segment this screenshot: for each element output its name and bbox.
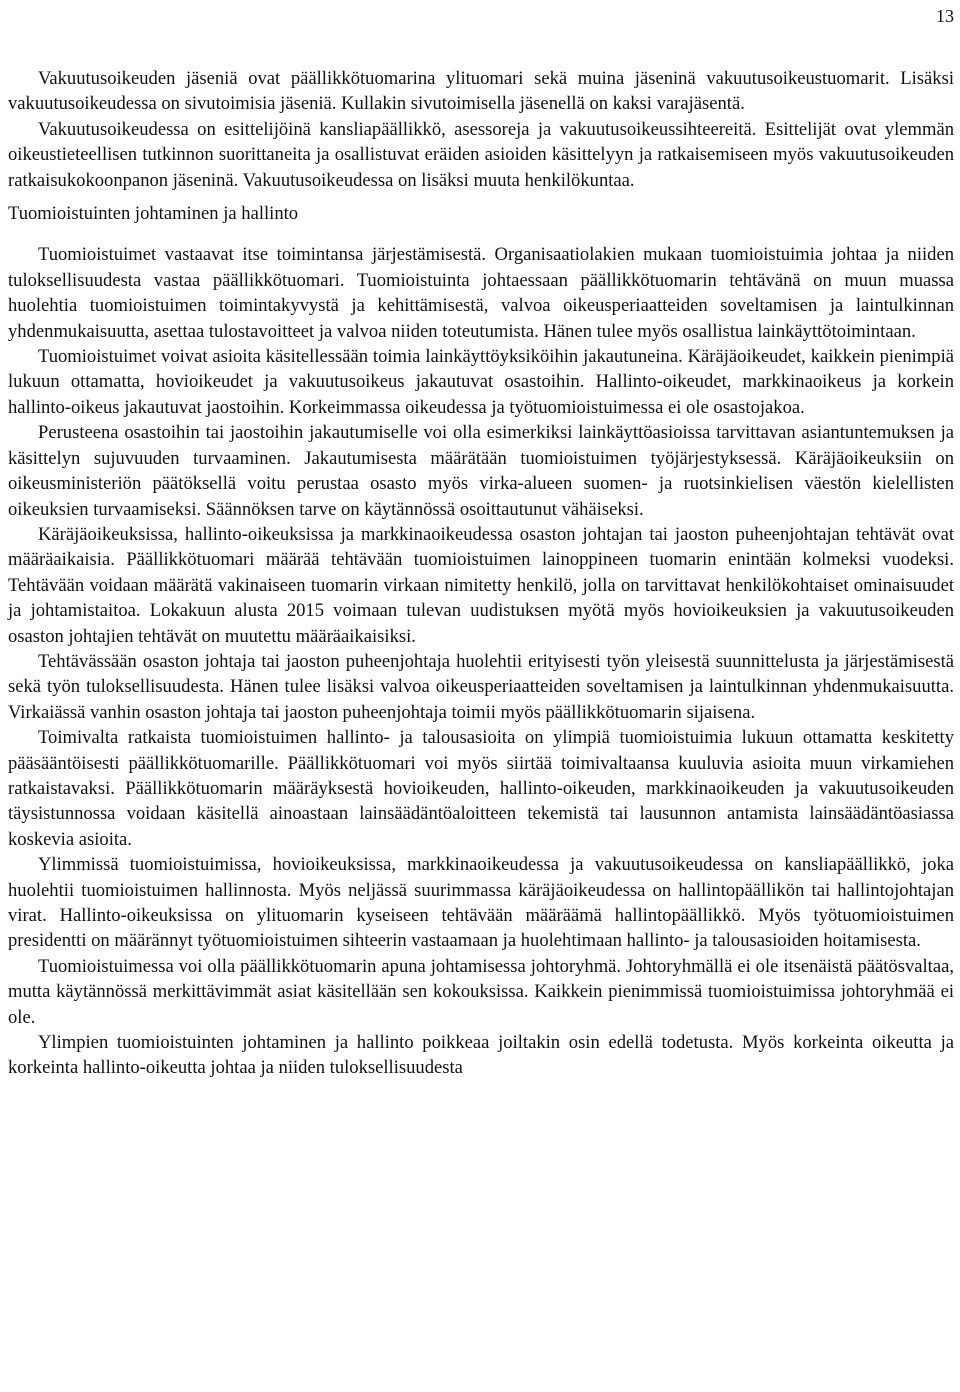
body-paragraph: Ylimmissä tuomioistuimissa, hovioikeuksissa, markkinaoikeudessa ja vakuutusoikeudessa on kansliapäällikkö, joka huolehtii tuomioistuimen hallinnosta. Myös neljässä suurimmassa käräjäoikeudessa on hallintopäällikön tai hallintojohtajan virat. Hallinto-oikeuksissa on ylituomarin kyseiseen tehtävään määräämä hallintopäällikkö. Myös työtuomioistuimen presidentti on määrännyt työtuomioistuimen sihteerin vastaamaan ja huolehtimaan hallinto- ja talousasioiden hoitamisesta. <box>8 854 954 952</box>
body-paragraph: Ylimpien tuomioistuinten johtaminen ja hallinto poikkeaa joiltakin osin edellä todetusta. Myös korkeinta oikeutta ja korkeinta hallinto-oikeutta johtaa ja niiden tuloksellisuudesta <box>8 1032 954 1079</box>
body-paragraph: Tuomioistuimet vastaavat itse toimintansa järjestämisestä. Organisaatiolakien mukaan tuomioistuimia johtaa ja niiden tuloksellisuudesta vastaa päällikkötuomari. Tuomioistuinta johtaessaan päällikkötuomarin tehtävänä on muun muassa huolehtia tuomioistuimen toimintakyvystä ja kehittämisestä, valvoa oikeusperiaatteiden soveltamisen ja laintulkinnan yhdenmukaisuutta, asettaa tulostavoitteet ja valvoa niiden toteutumista. Hänen tulee myös osallistua lainkäyttötoimintaan. <box>8 244 954 342</box>
body-paragraph: Tuomioistuimet voivat asioita käsitellessään toimia lainkäyttöyksiköihin jakautuneina. Käräjäoikeudet, kaikkein pienimpiä lukuun ottamatta, hovioikeudet ja vakuutusoikeus jakautuvat osastoihin. Hallinto-oikeudet, markkinaoikeus ja korkein hallinto-oikeus jakautuvat jaostoihin. Korkeimmassa oikeudessa ja työtuomioistuimessa ei ole osastojakoa. <box>8 346 954 418</box>
document-body <box>8 66 954 1081</box>
section-heading: Tuomioistuinten johtaminen ja hallinto <box>8 203 299 225</box>
body-paragraph: Käräjäoikeuksissa, hallinto-oikeuksissa ja markkinaoikeudessa osaston johtajan tai jaoston puheenjohtajan tehtävät ovat määräaikaisia. Päällikkötuomari määrää tehtävään tuomioistuimen lainoppineen tuomarin enintään kolmeksi vuodeksi. Tehtävään voidaan määrätä vakinaiseen tuomarin virkaan nimitetty henkilö, jolla on tarvittavat henkilökohtaiset ominaisuudet ja johtamistaitoa. Lokakuun alusta 2015 voimaan tulevan uudistuksen myötä myös hovioikeuksien ja vakuutusoikeuden osaston johtajien tehtävät on muutettu määräaikaisiksi. <box>8 523 954 647</box>
intro-paragraph-2: Vakuutusoikeudessa on esittelijöinä kansliapäällikkö, asessoreja ja vakuutusoikeussihteereitä. Esittelijät ovat ylemmän oikeustieteellisen tutkinnon suorittaneita ja osallistuvat eräiden asioiden käsittelyyn ja ratkaisemiseen myös vakuutusoikeuden ratkaisukokoonpanon jäseninä. Vakuutusoikeudessa on lisäksi muuta henkilökuntaa. <box>8 118 954 191</box>
body-paragraph: Toimivalta ratkaista tuomioistuimen hallinto- ja talousasioita on ylimpiä tuomioistuimia lukuun ottamatta keskitetty pääsääntöisesti päällikkötuomarille. Päällikkötuomari voi myös siirtää toimivaltaansa kuuluvia asioita muun virkamiehen ratkaistavaksi. Päällikkötuomarin määräyksestä hovioikeuden, hallinto-oikeuden, markkinaoikeuden ja vakuutusoikeuden täysistunnossa voidaan käsitellä ainoastaan lainsäädäntöaloitteen tekemistä tai lausunnon antamista lainsäädäntöasiassa koskevia asioita. <box>8 727 954 850</box>
body-paragraph: Tehtävässään osaston johtaja tai jaoston puheenjohtaja huolehtii erityisesti työn yleisestä suunnittelusta ja järjestämisestä sekä työn tuloksellisuudesta. Hänen tulee lisäksi valvoa oikeusperiaatteiden soveltamisen ja laintulkinnan yhdenmukaisuutta. Virkaiässä vanhin osaston johtaja tai jaoston puheenjohtaja toimii myös päällikkötuomarin sijaisena. <box>8 650 954 723</box>
body-paragraph: Tuomioistuimessa voi olla päällikkötuomarin apuna johtamisessa johtoryhmä. Johtoryhmällä ei ole itsenäistä päätösvaltaa, mutta käytännössä merkittävimmät asiat käsitellään sen kokouksissa. Kaikkein pienimmissä tuomioistuimissa johtoryhmää ei ole. <box>8 955 954 1028</box>
intro-paragraph: Vakuutusoikeuden jäseniä ovat päällikkötuomarina ylituomari sekä muina jäseninä vakuutusoikeustuomarit. Lisäksi vakuutusoikeudessa on sivutoimisia jäseniä. Kullakin sivutoimisella jäsenellä on kaksi varajäsentä. <box>8 68 954 115</box>
body-paragraph: Perusteena osastoihin tai jaostoihin jakautumiselle voi olla esimerkiksi lainkäyttöasioissa tarvittavan asiantuntemuksen ja käsittelyn sujuvuuden turvaaminen. Jakautumisesta määrätään tuomioistuimen työjärjestyksessä. Käräjäoikeuksiin on oikeusministeriön päätöksellä voitu perustaa osasto myös virka-alueen suomen- ja ruotsinkielisen väestön kielellisten oikeuksien turvaamiseksi. Säännöksen tarve on käytännössä osoittautunut vähäiseksi. <box>8 422 954 520</box>
page-number: 13 <box>936 6 954 26</box>
